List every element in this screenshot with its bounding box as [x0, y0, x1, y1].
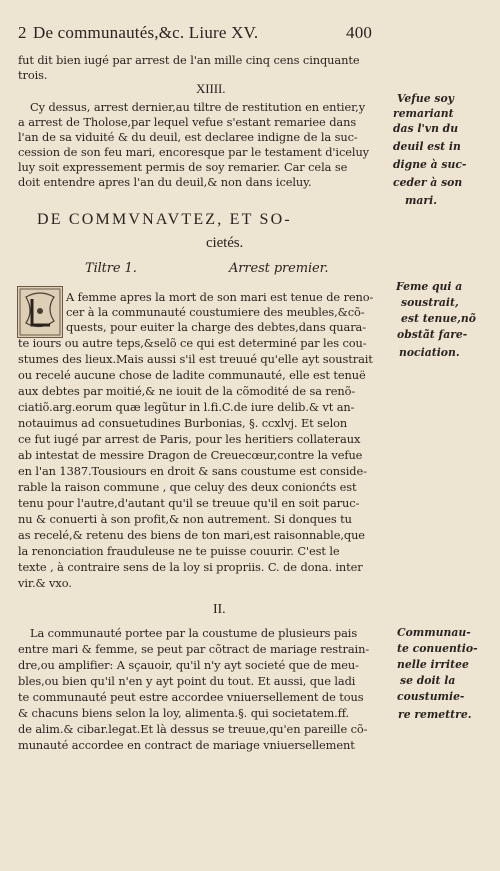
text-line: aux debtes par moitié,& ne iouit de la cõmodité de sa renõ- — [18, 384, 356, 398]
margin-note: remariant — [393, 107, 454, 120]
text-line: La communauté portee par la coustume de plusieurs pais — [30, 626, 358, 640]
ornamental-initial-illustration — [17, 286, 63, 338]
text-line: dre,ou amplifier: A sçauoir, qu'il n'y ayt societé que de meu- — [18, 658, 359, 672]
text-line: ce fut iugé par arrest de Paris, pour les heritiers collateraux — [18, 432, 361, 446]
text-line: nu & conuerti à son profit,& non autrement. Si donques tu — [18, 512, 352, 526]
text-line: fut dit bien iugé par arrest de l'an mille cinq cens cinquante — [18, 53, 360, 67]
page-number: 2 — [18, 23, 27, 42]
margin-note: ceder à son — [393, 176, 463, 189]
text-line: te communauté peut estre accordee vniuersellement de tous — [18, 690, 364, 704]
text-line: luy soit expressement permis de soy remarier. Car cela se — [18, 160, 348, 174]
margin-note: se doit la — [400, 674, 456, 687]
margin-note: soustrait, — [401, 296, 459, 309]
section-number: II. — [213, 602, 226, 617]
text-line: texte , à contraire sens de la loy si propriis. C. de dona. inter — [18, 560, 363, 574]
text-line: quests, pour euiter la charge des debtes,dans quara- — [66, 320, 366, 334]
margin-note: Vefue soy — [397, 92, 454, 105]
margin-note: deuil est in — [393, 140, 461, 153]
text-line: bles,ou bien qu'il n'en y ayt point du tout. Et aussi, que ladi — [18, 674, 356, 688]
text-line: & chacuns biens selon la loy, alimenta.§. qui societatem.ff. — [18, 706, 350, 720]
margin-note: Communau- — [397, 626, 471, 639]
section-title: DE COMMVNAVTEZ, ET SO- — [37, 211, 292, 228]
margin-note: nociation. — [399, 346, 460, 359]
section-number: XIIII. — [196, 81, 226, 96]
text-line: ou recelé aucune chose de ladite communauté, elle est tenuë — [18, 368, 366, 382]
text-line: notauimus ad consuetudines Burbonias, §. ccxlvj. Et selon — [18, 416, 348, 430]
section-title-cont: cietés. — [206, 235, 244, 251]
text-line: Cy dessus, arrest dernier,au tiltre de restitution en entier,y — [30, 100, 366, 114]
text-line: trois. — [18, 68, 48, 82]
text-line: vir.& vxo. — [18, 576, 72, 590]
text-line: l'an de sa viduité & du deuil, est declaree indigne de la suc- — [18, 130, 358, 144]
arrest-heading: Arrest premier. — [229, 261, 329, 276]
text-line: ab intestat de messire Dragon de Creuecœur,contre la vefue — [18, 448, 363, 462]
text-line: doit entendre apres l'an du deuil,& non dans iceluy. — [18, 175, 312, 189]
text-line: as recelé,& retenu des biens de ton mari,est raisonnable,que — [18, 528, 365, 542]
margin-note: te conuentio- — [397, 642, 478, 655]
margin-note: digne à suc- — [393, 158, 467, 171]
text-line: de alim.& cibar.legat.Et là dessus se treuue,qu'en pareille cõ- — [18, 722, 368, 736]
text-line: stumes des lieux.Mais aussi s'il est treuué qu'elle ayt soustrait — [18, 352, 373, 366]
text-line: cession de son feu mari, encoresque par le testament d'iceluy — [18, 145, 370, 159]
running-title: De communautés,&c. Liure XV. — [33, 23, 259, 42]
margin-note: coustumie- — [397, 690, 465, 703]
text-line: munauté accordee en contract de mariage vniuersellement — [18, 738, 355, 752]
margin-note: Feme qui a — [396, 280, 463, 293]
text-line: rable la raison commune , que celuy des deux conionćts est — [18, 480, 357, 494]
text-line: a arrest de Tholose,par lequel vefue s'estant remariee dans — [18, 115, 357, 129]
text-line: ciatiõ.arg.eorum quæ legũtur in l.fi.C.de iure delib.& vt an- — [18, 400, 355, 414]
text-line: la renonciation frauduleuse ne te puisse couurir. C'est le — [18, 544, 340, 558]
margin-note: nelle irritee — [397, 658, 469, 671]
text-line: te iours ou autre teps,&selõ ce qui est determiné par les cou- — [18, 336, 367, 350]
margin-note: mari. — [405, 194, 437, 207]
text-line: A femme apres la mort de son mari est tenue de reno- — [66, 290, 374, 304]
text-line: en l'an 1387.Tousiours en droit & sans coustume est conside- — [18, 464, 367, 478]
tiltre-label: Tiltre 1. — [85, 261, 137, 276]
margin-note: das l'vn du — [393, 122, 459, 135]
margin-note: re remettre. — [398, 708, 472, 721]
text-line: tenu pour l'autre,d'autant qu'il se treuue qu'il en soit paruc- — [18, 496, 360, 510]
text-line: entre mari & femme, se peut par cõtract de mariage restrain- — [18, 642, 370, 656]
margin-note: est tenue,nõ — [401, 312, 476, 325]
text-line: cer à la communauté coustumiere des meubles,&cõ- — [66, 305, 365, 319]
margin-note: obstãt fare- — [397, 328, 468, 341]
folio-number: 400 — [346, 23, 373, 42]
